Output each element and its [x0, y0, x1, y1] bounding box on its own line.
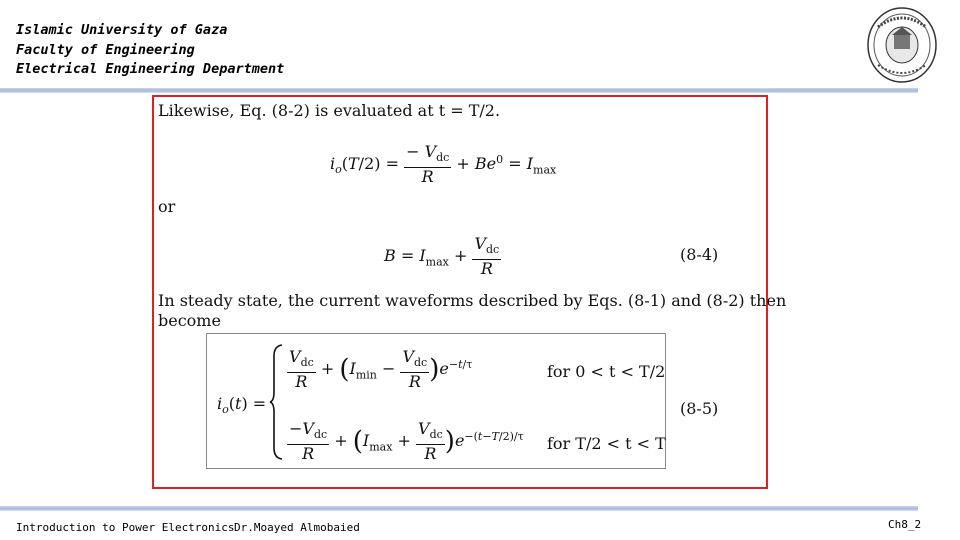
top-divider: [0, 88, 918, 93]
equation-b: $B = I_{max}$ + $\frac{V_{dc}}{R}$: [384, 234, 500, 279]
case2-expression: $\frac{-V_{dc}}{R}$ + ($I_{max}$ + $\frac{V_{dc}}{R}$ )$e^{-(t-T/2)/\tau}$: [289, 419, 524, 464]
case2-condition: for T/2 < t < T: [547, 434, 666, 453]
steady-state-text-line2: become: [158, 311, 221, 330]
equation-label-8-4: (8-4): [680, 245, 719, 264]
bottom-divider: [0, 506, 918, 511]
left-brace-icon: [269, 344, 283, 460]
department-name: Electrical Engineering Department: [16, 61, 285, 77]
footer-course: Introduction to Power Electronics: [16, 521, 235, 534]
footer-page-number: Ch8_2: [888, 518, 922, 531]
equation-label-8-5: (8-5): [680, 399, 719, 418]
case1-expression: $\frac{V_{dc}}{R}$ + ($I_{min}$ − $\frac{V_{dc}}{R}$ )$e^{-t/\tau}$: [289, 347, 473, 392]
intro-text: Likewise, Eq. (8-2) is evaluated at t = T/2.: [158, 101, 501, 120]
university-seal-icon: [866, 5, 938, 85]
or-text: or: [158, 197, 176, 216]
institution-header: [16, 21, 284, 80]
piecewise-equation-box: [206, 333, 666, 469]
faculty-name: Faculty of Engineering: [16, 41, 195, 58]
university-name: Islamic University of Gaza: [16, 22, 228, 38]
equation-io-half-period: $i_o(T/2)$ = $\frac{- V_{dc}}{R}$ + $Be^0 = I_{max}$: [330, 142, 557, 187]
footer-author: Dr.Moayed Almobaied: [234, 521, 360, 534]
io-t-lhs: $i_o(t)$ =: [217, 394, 267, 417]
steady-state-text-line1: In steady state, the current waveforms described by Eqs. (8-1) and (8-2) then: [158, 291, 787, 310]
equation-frame: [152, 95, 787, 489]
case1-condition: for 0 < t < T/2: [547, 362, 666, 381]
